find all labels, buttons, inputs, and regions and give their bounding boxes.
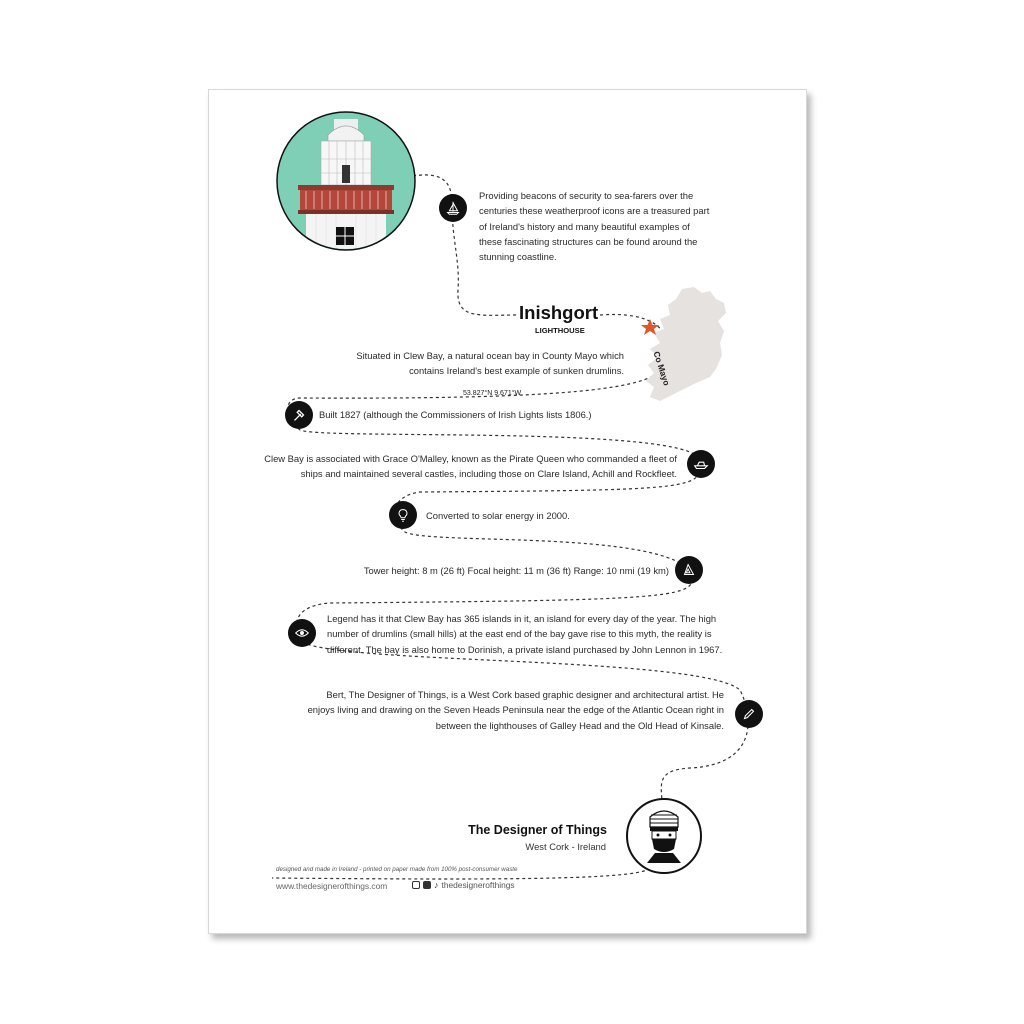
- fact-dimensions: Tower height: 8 m (26 ft) Focal height: 11 m (36 ft) Range: 10 nmi (19 km): [363, 565, 669, 576]
- lightbulb-icon: [389, 501, 417, 529]
- coordinates: 53.827°N 9.671°W: [463, 390, 522, 397]
- lighthouse-illustration: [276, 111, 416, 251]
- fact-grace-omalley: Clew Bay is associated with Grace O'Malley, known as the Pirate Queen who commanded a fleet of ships and maintained several castles, including those on Clare Island, Achill and Rockfleet.: [264, 453, 677, 480]
- brand-name: The Designer of Things: [468, 823, 607, 837]
- sailboat-icon: [439, 194, 467, 222]
- fact-designer-bio: Bert, The Designer of Things, is a West Cork based graphic designer and architectural artist. He enjoys living and drawing on the Seven Heads Peninsula near the edge of the Atlantic Ocean right in between the lighthouses of Galley Head and the Old Head of Kinsale.: [307, 689, 724, 731]
- social-handle: thedesignerofthings: [441, 880, 515, 890]
- designer-portrait-logo: [625, 797, 703, 875]
- intro-text: Providing beacons of security to sea-farers over the centuries these weatherproof icons are a treasured part of Ireland's history and many beautiful examples of these fascinating structures can be found around the stunning coastline.: [479, 190, 710, 263]
- location-text: Situated in Clew Bay, a natural ocean bay in County Mayo which contains Ireland's best example of sunken drumlins.: [356, 350, 624, 377]
- hammer-icon: [285, 401, 313, 429]
- brand-location: West Cork - Ireland: [525, 841, 606, 852]
- fact-built: Built 1827 (although the Commissioners of Irish Lights lists 1806.): [319, 409, 592, 420]
- fact-legend: Legend has it that Clew Bay has 365 islands in it, an island for every day of the year. The high number of drumlins (small hills) at the east end of the bay gave rise to this myth, the reality is different. The bay is also home to Dorinish, a private island purchased by John Lennon in 1967.: [327, 613, 723, 655]
- website-link[interactable]: www.thedesignerofthings.com: [276, 881, 388, 891]
- fine-print: designed and made in Ireland - printed on paper made from 100% post-consumer waste: [276, 866, 518, 873]
- fact-solar: Converted to solar energy in 2000.: [426, 510, 570, 521]
- eye-icon: [288, 619, 316, 647]
- ruler-triangle-icon: [675, 556, 703, 584]
- page-subtitle: LIGHTHOUSE: [535, 326, 585, 335]
- tiktok-icon[interactable]: ♪: [434, 880, 439, 890]
- page-title: Inishgort: [519, 302, 599, 323]
- map-label: Co Mayo: [651, 350, 672, 387]
- ireland-map: [630, 285, 730, 405]
- social-links[interactable]: [412, 880, 515, 890]
- pencil-icon: [735, 700, 763, 728]
- facebook-icon[interactable]: [423, 881, 431, 889]
- instagram-icon[interactable]: [412, 881, 420, 889]
- ship-icon: [687, 450, 715, 478]
